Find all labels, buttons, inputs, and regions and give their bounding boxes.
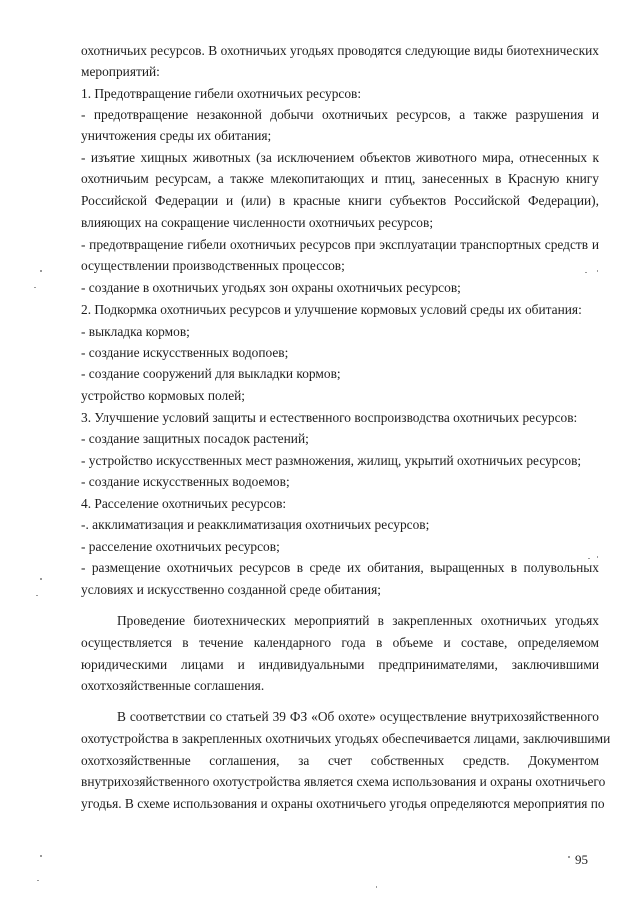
scan-speck [36,595,38,596]
text-line: - предотвращение гибели охотничьих ресурсов при эксплуатации транспортных средств и [81,237,599,252]
scan-speck [568,856,570,858]
text-line: - устройство искусственных мест размножения, жилищ, укрытий охотничьих ресурсов; [81,453,582,468]
text-line: охотничьим ресурсам, а также млекопитающих и птиц, занесенных в Красную книгу [81,171,599,186]
scan-speck [40,270,42,272]
text-line: - создание искусственных водоемов; [81,474,290,489]
scan-speck [597,556,598,558]
text-line: - создание защитных посадок растений; [81,431,309,446]
scan-speck [40,578,42,580]
text-line: мероприятий: [81,64,160,79]
text-line: угодья. В схеме использования и охраны охотничьего угодья определяются мероприятия по [81,796,605,811]
text-line: влияющих на сокращение численности охотничьих ресурсов; [81,215,434,230]
text-line: Российской Федерации и (или) в красные книги субъектов Российской Федерации), [81,193,599,208]
text-line: - расселение охотничьих ресурсов; [81,539,280,554]
text-line: 2. Подкормка охотничьих ресурсов и улучшение кормовых условий среды их обитания: [81,302,582,317]
scan-speck [585,272,587,273]
text-line: 1. Предотвращение гибели охотничьих ресурсов: [81,86,362,101]
scan-speck [376,886,377,888]
text-line: охотхозяйственные соглашения. [81,678,265,693]
text-line: - создание сооружений для выкладки кормов; [81,366,341,381]
text-line: 3. Улучшение условий защиты и естественного воспроизводства охотничьих ресурсов: [81,410,578,425]
text-line: - создание в охотничьих угодьях зон охраны охотничьих ресурсов; [81,280,461,295]
text-line: устройство кормовых полей; [81,388,246,403]
scan-speck [597,270,598,272]
scan-speck [40,855,42,857]
text-line: 4. Расселение охотничьих ресурсов: [81,496,287,511]
text-line: уничтожения среды их обитания; [81,128,272,143]
text-line: осуществляется в течение календарного года в объеме и составе, определяемом [81,635,599,650]
text-line: осуществлении производственных процессов; [81,258,345,273]
text-line: - размещение охотничьих ресурсов в среде их обитания, выращенных в полувольных [81,560,599,575]
text-line: условиях и искусственно созданной среде обитания; [81,582,381,597]
scan-speck [34,287,36,288]
scan-speck [37,880,39,881]
text-line: юридическими лицами и индивидуальными предпринимателями, заключившими [81,657,599,672]
text-line: - создание искусственных водопоев; [81,345,289,360]
text-line: охотничьих ресурсов. В охотничьих угодьях проводятся следующие виды биотехнических [81,43,599,58]
text-line: охотустройства в закрепленных охотничьих угодьях обеспечивается лицами, заключившими [81,731,611,746]
text-line: внутрихозяйственного охотустройства является схема использования и охраны охотничьего [81,774,606,789]
page-number: 95 [575,852,588,867]
scan-speck [588,558,590,559]
text-line: охотхозяйственные соглашения, за счет собственных средств. Документом [81,753,599,768]
text-line: -. акклиматизация и реакклиматизация охотничьих ресурсов; [81,517,430,532]
text-line: - выкладка кормов; [81,324,190,339]
text-line: В соответствии со статьей 39 ФЗ «Об охоте» осуществление внутрихозяйственного [117,709,599,724]
text-line: Проведение биотехнических мероприятий в закрепленных охотничьих угодьях [117,613,599,628]
text-line: - предотвращение незаконной добычи охотничьих ресурсов, а также разрушения и [81,107,599,122]
text-line: - изъятие хищных животных (за исключением объектов животного мира, отнесенных к [81,150,599,165]
